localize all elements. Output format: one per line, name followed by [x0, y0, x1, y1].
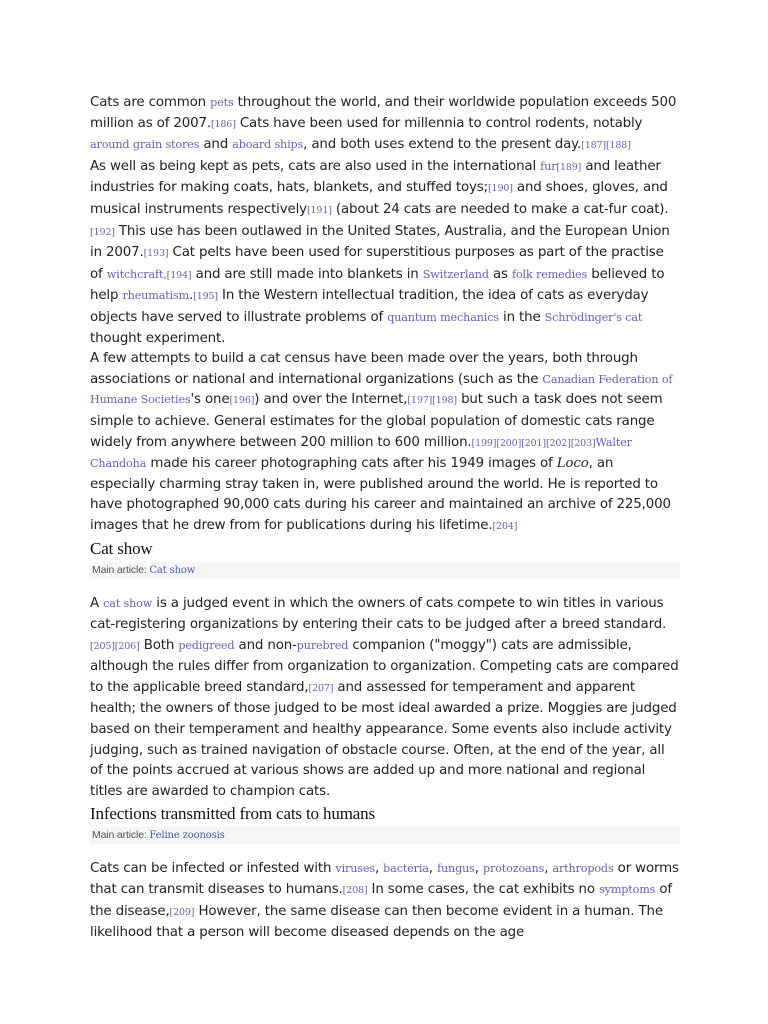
- citation-192[interactable]: [192]: [90, 226, 115, 238]
- text: thought experiment.: [90, 330, 226, 346]
- text: This use has been outlawed in the United States, Australia, and the European Union in 2007.: [90, 223, 670, 261]
- article-body: [90, 93, 680, 944]
- link-witchcraft[interactable]: witchcraft,: [106, 267, 167, 281]
- link-bacteria[interactable]: bacteria: [383, 862, 429, 876]
- link-main-article-cat-show[interactable]: Cat show: [149, 565, 196, 577]
- text: and assessed for temperament and apparent health; the owners of those judged to be most ideal awarded a prize. Moggies are judged based on their temperament and healthy appearance. Some events also include activity judging, such as trained navigation of obstacle course. Often, at the end of the year, all of the points accrued at various shows are added up and more national and regional titles are awarded to champion cats.: [90, 679, 677, 799]
- text: and are still made into blankets in: [191, 266, 423, 282]
- citation-207[interactable]: [207]: [308, 682, 334, 694]
- italic-loco: Loco: [556, 456, 589, 472]
- text: but such a task does not seem simple to achieve. General estimates for the global population of domestic cats range widely from anywhere between 200 million to 600 million.: [90, 392, 663, 450]
- link-cat-show[interactable]: cat show: [103, 597, 153, 611]
- citation-186[interactable]: [186]: [210, 118, 236, 130]
- citation-202[interactable]: [202]: [545, 437, 571, 449]
- paragraph-infections: [90, 859, 680, 943]
- text: , and both uses extend to the present day.: [303, 137, 582, 153]
- heading-cat-show: Cat show: [90, 539, 153, 559]
- text: .: [189, 288, 194, 304]
- citation-196[interactable]: [196]: [229, 395, 255, 407]
- citation-205[interactable]: [205]: [90, 640, 115, 652]
- text: (about 24 cats are needed to make a cat-fur coat).: [331, 201, 669, 217]
- link-canadian-federation[interactable]: Canadian Federation of Humane Societies: [90, 372, 673, 407]
- text: and leather industries for making coats, hats, blankets, and stuffed toys;: [90, 158, 661, 196]
- hatnote-prefix: Main article:: [92, 829, 150, 842]
- text: ,: [544, 861, 553, 877]
- text: A: [90, 596, 104, 612]
- link-folk-remedies[interactable]: folk remedies: [511, 267, 588, 281]
- hatnote-feline-zoonosis: [90, 827, 680, 844]
- citation-191[interactable]: [191]: [306, 204, 332, 216]
- text: In some cases, the cat exhibits no: [367, 882, 600, 897]
- text: , an especially charming stray taken in, were published around the world. He is reported to have photographed 90,000 cats during his career and maintained an archive of 225,000 images that he drew from for publications during his lifetime.: [90, 456, 671, 533]
- citation-188[interactable]: [188]: [605, 140, 631, 152]
- citation-187[interactable]: [187]: [581, 140, 606, 152]
- text: Cats have been used for millennia to control rodents, notably: [235, 115, 643, 131]
- paragraph-census: [90, 349, 680, 537]
- citation-195[interactable]: [195]: [193, 291, 218, 303]
- text: and shoes, gloves, and musical instruments respectively: [90, 180, 668, 217]
- citation-206[interactable]: [206]: [114, 640, 140, 652]
- text: However, the same disease can then become evident in a human. The likelihood that a person will become diseased depends on the age: [90, 903, 663, 941]
- citation-193[interactable]: [193]: [143, 248, 169, 260]
- text: 's one: [190, 392, 230, 408]
- citation-189[interactable]: [189]: [556, 161, 582, 173]
- link-fungus[interactable]: fungus: [437, 862, 475, 876]
- text: In the Western intellectual tradition, the idea of cats as everyday objects have served to illustrate problems of: [90, 288, 649, 325]
- citation-197[interactable]: [197]: [407, 395, 433, 407]
- citation-208[interactable]: [208]: [342, 885, 368, 896]
- link-arthropods[interactable]: arthropods: [552, 862, 614, 876]
- text: ) and over the Internet,: [254, 392, 408, 408]
- citation-204[interactable]: [204]: [492, 520, 518, 532]
- text: As well as being kept as pets, cats are also used in the international: [90, 158, 541, 174]
- link-pedigreed[interactable]: pedigreed: [178, 638, 235, 652]
- link-rheumatism[interactable]: rheumatism: [122, 289, 190, 303]
- text: A few attempts to build a cat census have been made over the years, both through associations or national and international organizations (such as the: [90, 351, 638, 387]
- link-pets[interactable]: pets: [210, 96, 234, 109]
- text: and non-: [234, 637, 297, 653]
- heading-infections: Infections transmitted from cats to humans: [90, 804, 375, 824]
- link-fur[interactable]: fur: [540, 159, 557, 173]
- text: Both: [139, 637, 179, 653]
- link-protozoans[interactable]: protozoans: [482, 862, 545, 876]
- citation-198[interactable]: [198]: [432, 395, 457, 407]
- link-viruses[interactable]: viruses: [335, 862, 375, 876]
- link-symptoms[interactable]: symptoms: [599, 883, 656, 896]
- text: ,: [474, 861, 483, 877]
- link-walter-chandoha[interactable]: Walter Chandoha: [90, 435, 632, 471]
- link-aboard-ships[interactable]: aboard ships: [232, 138, 304, 152]
- text: Cats are common: [90, 95, 211, 110]
- paragraph-fur: [90, 157, 680, 349]
- link-around-grain-stores[interactable]: around grain stores: [90, 138, 200, 152]
- link-purebred[interactable]: purebred: [296, 638, 349, 652]
- text: of the disease,: [90, 882, 672, 919]
- citation-199[interactable]: [199]: [471, 437, 497, 449]
- paragraph-cat-show: [90, 594, 680, 802]
- text: in the: [498, 309, 545, 325]
- text: Cat pelts have been used for superstitious purposes as part of the practise of: [90, 245, 664, 282]
- hatnote-prefix: Main article:: [92, 564, 150, 577]
- link-switzerland[interactable]: Switzerland: [422, 267, 489, 281]
- text: made his career photographing cats after his 1949 images of: [146, 456, 557, 472]
- text: ,: [374, 861, 384, 877]
- citation-190[interactable]: [190]: [488, 183, 513, 195]
- text: Cats can be infected or infested with: [90, 861, 336, 877]
- text: or worms that can transmit diseases to humans.: [90, 861, 679, 897]
- text: believed to help: [90, 266, 665, 304]
- citation-209[interactable]: [209]: [169, 906, 195, 918]
- citation-203[interactable]: [203]: [570, 437, 596, 449]
- citation-194[interactable]: [194]: [166, 269, 192, 281]
- paragraph-pets: [90, 93, 680, 157]
- text: as: [488, 266, 512, 282]
- citation-201[interactable]: [201]: [521, 437, 546, 449]
- hatnote-cat-show: [90, 562, 680, 579]
- text: and: [199, 137, 233, 153]
- link-quantum-mechanics[interactable]: quantum mechanics: [387, 310, 499, 324]
- link-schrodingers-cat[interactable]: Schrödinger's cat: [544, 310, 643, 324]
- text: companion ("moggy") cats are admissible, although the rules differ from organization to organization. Competing cats are compared to the applicable breed standard,: [90, 637, 679, 695]
- citation-200[interactable]: [200]: [496, 437, 522, 449]
- text: ,: [428, 861, 437, 877]
- text: throughout the world, and their worldwide population exceeds 500 million as of 2007.: [90, 95, 677, 131]
- link-main-article-feline-zoonosis[interactable]: Feline zoonosis: [149, 830, 225, 842]
- text: is a judged event in which the owners of cats compete to win titles in various cat-registering organizations by entering their cats to be judged after a breed standard.: [90, 596, 667, 633]
